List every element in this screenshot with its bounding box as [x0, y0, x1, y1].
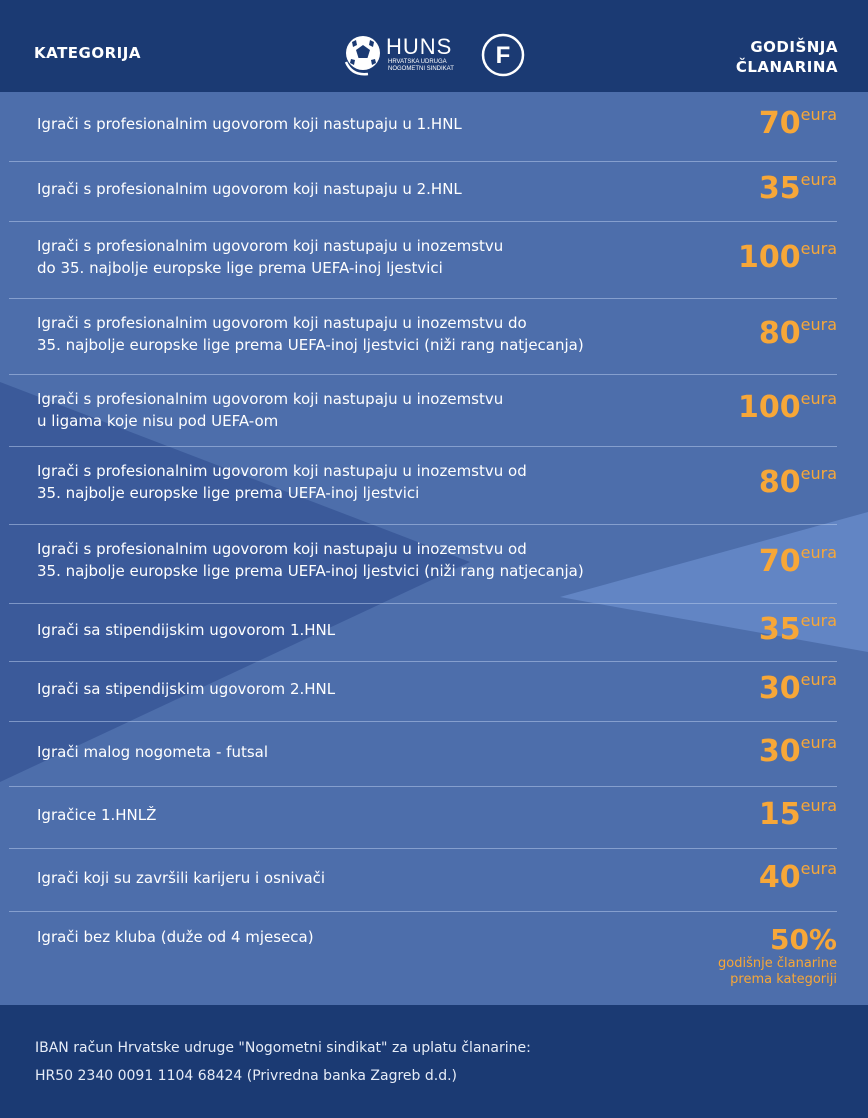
- table-row: [9, 447, 837, 525]
- row-label: [37, 460, 527, 504]
- annual-fee-title-line2: ČLANARINA: [735, 58, 838, 76]
- row-label-line1: Igrači s profesionalnim ugovorom koji nastupaju u inozemstvu od: [37, 462, 527, 480]
- huns-logo-subtitle-line2: NOGOMETNI SINDIKAT: [388, 66, 454, 72]
- fee-number: 30: [758, 671, 801, 706]
- row-label: Igrači bez kluba (duže od 4 mjeseca): [37, 928, 314, 946]
- percent-note-line1: godišnje članarine: [718, 956, 837, 971]
- fee-number: 15: [758, 797, 801, 832]
- table-row: [9, 162, 837, 222]
- fee-currency: eura: [800, 670, 837, 689]
- huns-logo-word: HUNS: [386, 34, 453, 59]
- row-label-line1: Igrači s profesionalnim ugovorom koji nastupaju u inozemstvu: [37, 390, 504, 408]
- row-label: [37, 741, 268, 763]
- f-logo-letter: F: [495, 42, 511, 69]
- fee-number: 100: [738, 239, 801, 275]
- fee-currency: eura: [800, 542, 837, 562]
- row-label: [37, 678, 335, 700]
- category-column-title: KATEGORIJA: [34, 44, 141, 62]
- percent-note-line2: prema kategoriji: [730, 972, 837, 987]
- fee-amount: [759, 798, 837, 832]
- row-label: [37, 113, 462, 135]
- percent-value: 50%: [769, 923, 837, 956]
- fee-number: 35: [758, 171, 801, 206]
- huns-logo-subtitle: [388, 59, 468, 73]
- fee-currency: eura: [800, 238, 837, 258]
- fee-amount: [738, 391, 837, 425]
- row-label-line1: Igrači s profesionalnim ugovorom koji nastupaju u 2.HNL: [37, 180, 462, 198]
- row-label-line2: 35. najbolje europske lige prema UEFA-inoj ljestvici (niži rang natjecanja): [37, 562, 584, 580]
- fee-amount: [758, 732, 837, 769]
- fee-amount: [738, 238, 837, 275]
- row-label: [37, 178, 462, 200]
- table-row-no-club: [9, 912, 837, 1005]
- table-row: [9, 299, 837, 375]
- fee-amount: [759, 317, 837, 351]
- percent-fee: [718, 924, 837, 988]
- fee-currency: eura: [800, 105, 837, 124]
- fee-currency: eura: [800, 389, 837, 408]
- football-icon: [342, 32, 384, 78]
- row-label-line1: Igrači sa stipendijskim ugovorom 2.HNL: [37, 680, 336, 698]
- table-row: [9, 604, 837, 662]
- huns-logo: [342, 32, 462, 78]
- fee-number: 80: [758, 316, 801, 351]
- row-label-line1: Igrači s profesionalnim ugovorom koji nastupaju u inozemstvu od: [37, 540, 527, 558]
- iban-intro-text: IBAN račun Hrvatske udruge "Nogometni sindikat" za uplatu članarine:: [35, 1040, 531, 1056]
- annual-fee-title-line1: GODIŠNJA: [750, 38, 838, 56]
- fee-number: 40: [758, 859, 801, 895]
- table-row: [9, 92, 837, 162]
- row-label-line1: Igrači s profesionalnim ugovorom koji nastupaju u inozemstvu: [37, 237, 504, 255]
- row-label-line2: do 35. najbolje europske lige prema UEFA-inoj ljestvici: [37, 259, 443, 277]
- huns-logo-subtitle-line1: HRVATSKA UDRUGA: [388, 59, 447, 65]
- row-label: [37, 867, 325, 889]
- row-label-line2: 35. najbolje europske lige prema UEFA-inoj ljestvici (niži rang natjecanja): [37, 336, 584, 354]
- fee-currency: eura: [800, 611, 837, 630]
- table-row: [9, 222, 837, 299]
- row-label-line1: Igrači malog nogometa - futsal: [37, 742, 269, 761]
- table-row: [9, 722, 837, 787]
- row-label: [37, 538, 584, 582]
- annual-fee-column-title: [736, 37, 838, 77]
- fee-number: 35: [758, 612, 801, 647]
- table-row: [9, 525, 837, 604]
- table-row: [9, 849, 837, 912]
- header: [0, 0, 868, 92]
- fee-amount: [758, 542, 837, 579]
- fee-currency: eura: [800, 170, 837, 189]
- table-row: [9, 375, 837, 447]
- fee-amount: [758, 858, 837, 895]
- row-label: [37, 312, 584, 356]
- fee-currency: eura: [800, 858, 837, 878]
- row-label-line1: Igrači sa stipendijskim ugovorom 1.HNL: [37, 621, 336, 639]
- iban-number-text: HR50 2340 0091 1104 68424 (Privredna banka Zagreb d.d.): [35, 1068, 458, 1084]
- row-label-line1: Igrači s profesionalnim ugovorom koji nastupaju u inozemstvu do: [37, 314, 527, 332]
- table-row: [9, 662, 837, 722]
- fee-amount: [759, 107, 837, 141]
- fee-currency: eura: [800, 732, 837, 752]
- fee-number: 100: [738, 390, 801, 425]
- fee-table: [0, 92, 868, 1005]
- table-row: [9, 787, 837, 849]
- fee-number: 80: [758, 465, 801, 500]
- fee-amount: [759, 613, 837, 647]
- row-label: [37, 388, 503, 432]
- row-label-line1: Igrači koji su završili karijeru i osnivači: [37, 868, 326, 887]
- row-label-line2: u ligama koje nisu pod UEFA-om: [37, 412, 279, 430]
- fee-currency: eura: [800, 796, 837, 815]
- row-label: [37, 804, 156, 826]
- row-label-line1: Igračice 1.HNLŽ: [37, 806, 157, 824]
- fee-number: 70: [758, 543, 801, 579]
- fee-amount: [759, 172, 837, 206]
- fee-number: 30: [758, 733, 801, 769]
- fee-amount: [759, 672, 837, 706]
- row-label-line2: 35. najbolje europske lige prema UEFA-inoj ljestvici: [37, 484, 420, 502]
- fee-amount: [759, 466, 837, 500]
- fee-number: 70: [758, 106, 801, 141]
- row-label: [37, 619, 335, 641]
- row-label-line1: Igrači s profesionalnim ugovorom koji nastupaju u 1.HNL: [37, 115, 462, 133]
- fee-currency: eura: [800, 464, 837, 483]
- fee-currency: eura: [800, 315, 837, 334]
- footer: [0, 1005, 868, 1118]
- row-label: [37, 235, 503, 279]
- f-logo-icon: [480, 32, 526, 78]
